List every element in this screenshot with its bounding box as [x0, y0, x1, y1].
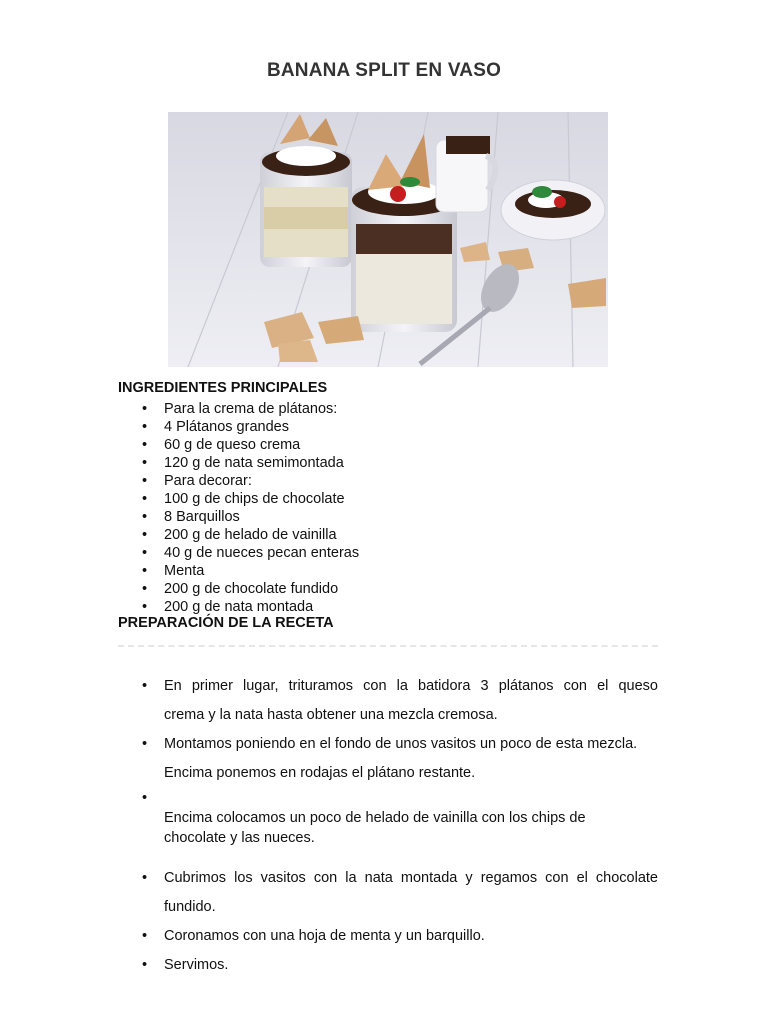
step-line: • Montamos poniendo en el fondo de unos vasitos un poco de esta mezcla. — [164, 736, 638, 752]
step-line: • Cubrimos los vasitos con la nata montada y regamos con el chocolate — [164, 870, 658, 886]
steps-list — [118, 672, 658, 980]
list-item: • 120 g de nata semimontada — [118, 454, 359, 472]
list-item — [118, 951, 658, 980]
preparation-heading: PREPARACIÓN DE LA RECETA — [118, 615, 334, 631]
step-line: • Encima colocamos un poco de helado de vainilla con los chips de — [164, 810, 586, 826]
step-line: Encima ponemos en rodajas el plátano restante. — [164, 765, 476, 781]
list-item: • Para decorar: — [118, 472, 359, 490]
list-item: • 100 g de chips de chocolate — [118, 490, 359, 508]
list-item — [118, 788, 658, 848]
list-item: • 4 Plátanos grandes — [118, 418, 359, 436]
dessert-photo — [168, 112, 608, 367]
list-item — [118, 922, 658, 951]
list-item — [118, 672, 658, 730]
list-item: • 8 Barquillos — [118, 508, 359, 526]
list-item: • 40 g de nueces pecan enteras — [118, 544, 359, 562]
step-line: chocolate y las nueces. — [164, 830, 315, 846]
list-item: • Para la crema de plátanos: — [118, 400, 359, 418]
step-line: Servimos. — [164, 957, 229, 973]
page-title: BANANA SPLIT EN VASO — [266, 60, 502, 81]
ingredients-heading: INGREDIENTES PRINCIPALES — [118, 380, 328, 396]
section-divider — [118, 645, 658, 647]
list-item: • 60 g de queso crema — [118, 436, 359, 454]
list-item: • Menta — [118, 562, 359, 580]
list-item: • 200 g de helado de vainilla — [118, 526, 359, 544]
step-line: Coronamos con una hoja de menta y un barquillo. — [164, 928, 485, 944]
ingredients-list — [118, 400, 359, 616]
step-line: fundido. — [164, 899, 216, 915]
step-line: crema y la nata hasta obtener una mezcla cremosa. — [164, 707, 498, 723]
list-item — [118, 864, 658, 922]
step-line: • En primer lugar, trituramos con la batidora 3 plátanos con el queso — [164, 678, 658, 694]
list-item: • 200 g de chocolate fundido — [118, 580, 359, 598]
list-item: • 200 g de nata montada — [118, 598, 359, 616]
list-item — [118, 730, 658, 788]
